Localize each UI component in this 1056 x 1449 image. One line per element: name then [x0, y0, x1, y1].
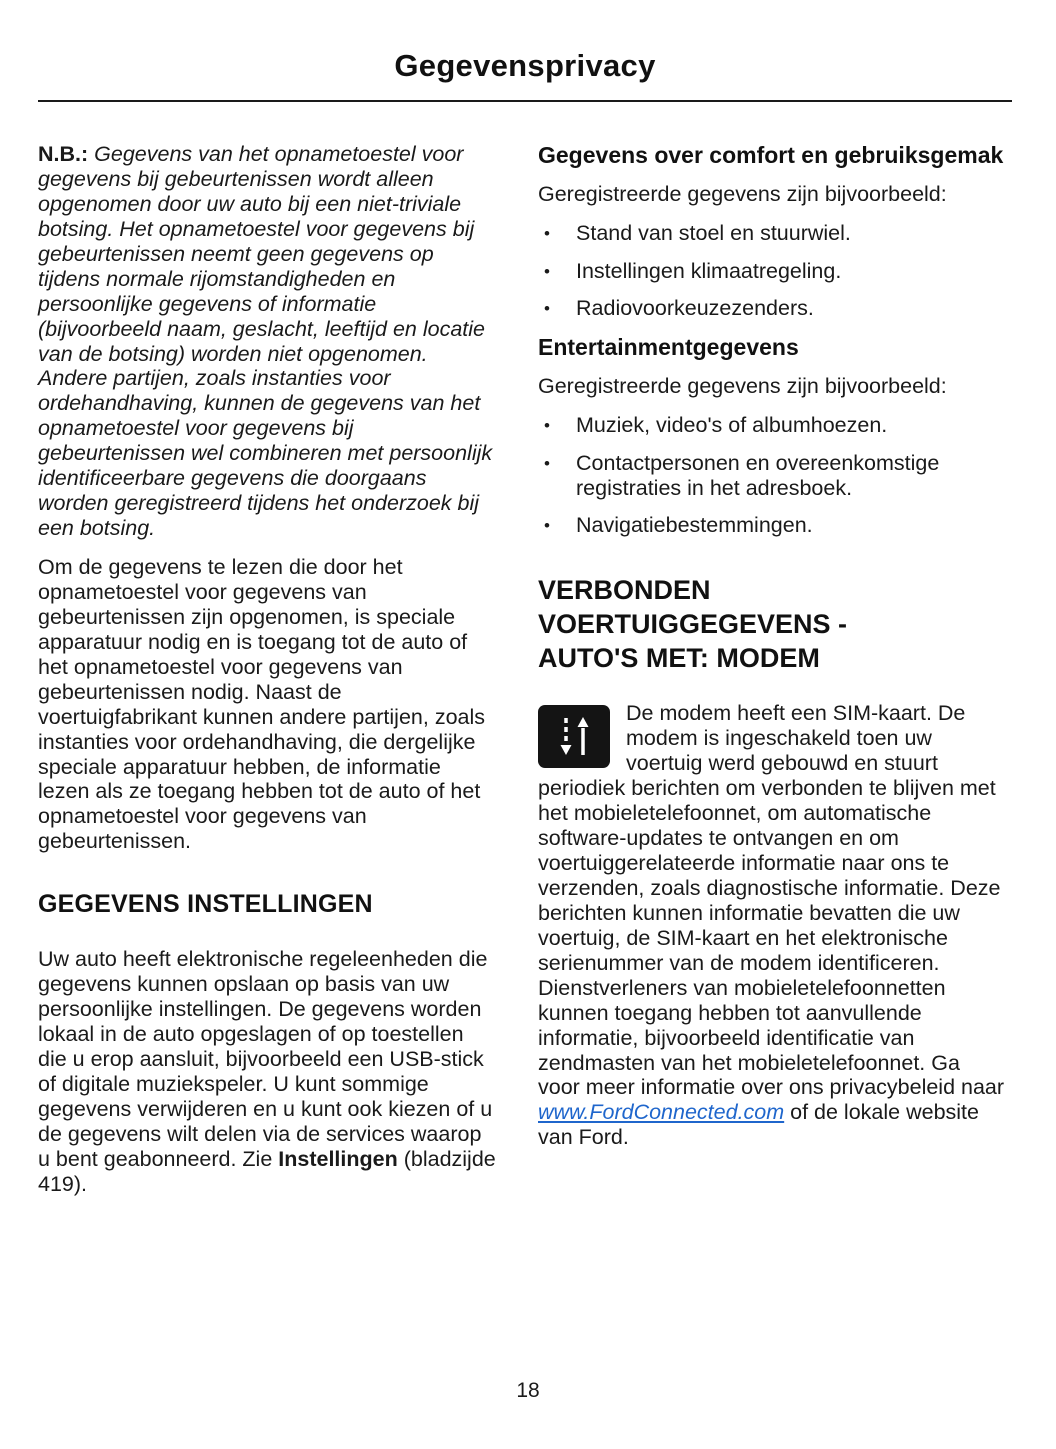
- list-item: [538, 413, 1006, 439]
- edr-access-paragraph: Om de gegevens te lezen die door het opnametoestel voor gegevens van gebeurtenissen zijn opgenomen, is speciale apparatuur nodig en is toegang tot de auto of het opnametoestel voor gegevens van gebeurtenissen nodig. Naast de voertuigfabrikant kunnen andere partijen, zoals instanties voor ordehandhaving, die dergelijke speciale apparatuur hebben, de informatie lezen als ze toegang hebben tot de auto of het opnametoestel voor gegevens van gebeurtenissen.: [38, 555, 486, 854]
- modem-paragraph: [538, 701, 1006, 1150]
- list-item-text: • Instellingen klimaatregeling.: [576, 258, 842, 283]
- list-item: [538, 451, 1006, 501]
- connected-vehicle-data-heading: VERBONDEN VOERTUIGGEGEVENS - AUTO'S MET: MODEM: [538, 575, 848, 673]
- note-text: Gegevens van het opnametoestel voor gegevens bij gebeurtenissen wordt alleen opgenomen door uw auto bij een niet-triviale botsing. Het opnametoestel voor gegevens bij gebeurtenissen neemt geen gegevens op tijdens normale rijomstandigheden en persoonlijke gegevens of informatie (bijvoorbeeld naam, geslacht, leeftijd en locatie van de botsing) worden niet opgenomen. Andere partijen, zoals instanties voor ordehandhaving, kunnen de gegevens van het opnametoestel voor gegevens bij gebeurtenissen wel combineren met persoonlijk identificeerbare gegevens die doorgaans worden geregistreerd tijdens het onderzoek bij een botsing.: [38, 142, 493, 541]
- list-item-text: • Contactpersonen en overeenkomstige registraties in het adresboek.: [576, 450, 940, 500]
- list-item-text: • Stand van stoel en stuurwiel.: [576, 221, 851, 246]
- left-column: [38, 142, 496, 1211]
- page-title: Gegevensprivacy: [394, 48, 656, 83]
- modem-paragraph-text: De modem heeft een SIM-kaart. De modem is ingeschakeld toen uw voertuig werd gebouwd en stuurt periodiek berichten om verbonden te blijven met het mobieletelefoonnet, om automatische software-updates te ontvangen en om voertuiggerelateerde informatie naar ons te verzenden, zoals diagnostische informatie. Deze berichten kunnen informatie bevatten die uw voertuig, de SIM-kaart en het elektronische serienummer van de modem identificeren. Dienstverleners van mobieletelefoonnetten kunnen toegang hebben tot aanvullende informatie, bijvoorbeeld identificatie van zendmasten van het mobieletelefoonnet. Ga voor meer informatie over ons privacybeleid naar: [538, 701, 1005, 1100]
- comfort-convenience-heading: Gegevens over comfort en gebruiksgemak: [538, 142, 1004, 168]
- page-number: 18: [516, 1379, 540, 1402]
- data-settings-text: Uw auto heeft elektronische regeleenheden die gegevens kunnen opslaan op basis van uw persoonlijke instellingen. De gegevens worden lokaal in de auto opgeslagen of op toestellen die u erop aansluit, bijvoorbeeld een USB-stick of digitale muziekspeler. U kunt sommige gegevens verwijderen en u kunt ook kiezen of u de gegevens wilt delen via de services waarop u bent geabonneerd. Zie: [38, 947, 493, 1171]
- list-item: [538, 513, 1006, 539]
- data-settings-text-end: (bladzijde 419).: [38, 1146, 496, 1196]
- data-settings-paragraph: [38, 947, 496, 1196]
- note-label: N.B.:: [38, 142, 89, 166]
- modem-paragraph-text-end: of de lokale website van Ford.: [538, 1100, 979, 1150]
- modem-data-transfer-icon: [538, 705, 610, 768]
- list-item-text: • Radiovoorkeuzezenders.: [576, 296, 814, 321]
- list-item-text: • Navigatiebestemmingen.: [576, 512, 813, 537]
- section-heading-data-settings: GEGEVENS INSTELLINGEN: [38, 890, 373, 919]
- content-columns: [38, 142, 1012, 1211]
- edr-note-paragraph: [38, 142, 496, 541]
- list-item: [538, 221, 1006, 247]
- settings-cross-reference: Instellingen: [278, 1146, 398, 1171]
- comfort-bullet-list: [538, 221, 1006, 322]
- entertainment-heading: Entertainmentgegevens: [538, 333, 799, 360]
- entertainment-bullet-list: [538, 413, 1006, 538]
- list-item-text: • Muziek, video's of albumhoezen.: [576, 413, 888, 438]
- title-divider: [38, 100, 1012, 102]
- entertainment-intro-text: Geregistreerde gegevens zijn bijvoorbeeld:: [538, 374, 947, 399]
- right-column: [538, 142, 1006, 1211]
- list-item: [538, 296, 1006, 322]
- comfort-intro-text: Geregistreerde gegevens zijn bijvoorbeeld:: [538, 182, 947, 207]
- ford-connected-link[interactable]: www.FordConnected.com: [538, 1100, 785, 1125]
- list-item: [538, 259, 1006, 285]
